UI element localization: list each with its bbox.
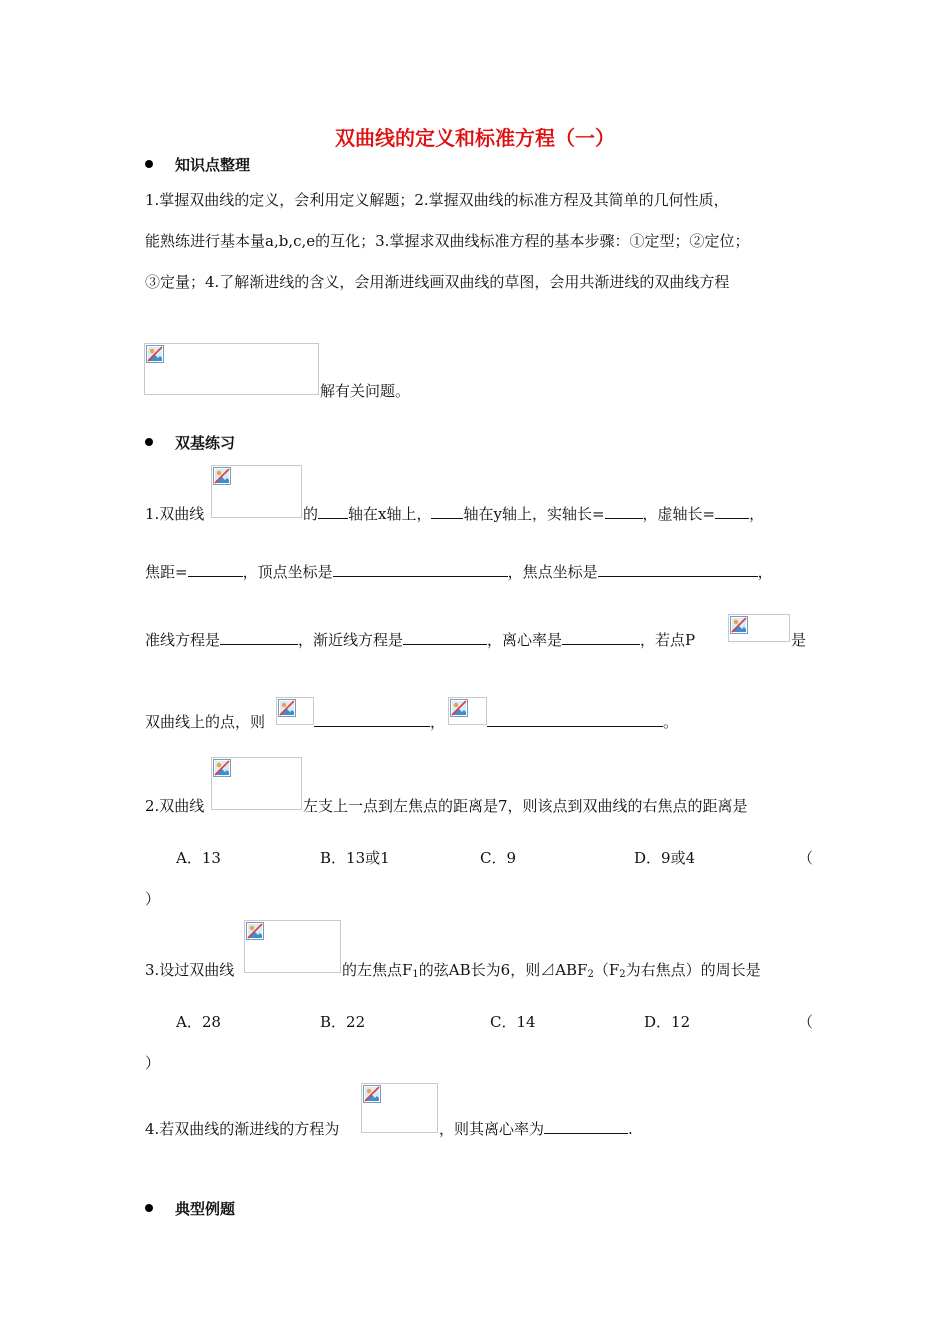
q3-option-c[interactable]: C．14 [490, 1013, 536, 1031]
q1-text: ，焦点坐标是 [507, 563, 598, 581]
q1-text: ，虚轴长= [642, 505, 716, 523]
blank[interactable] [188, 562, 243, 577]
q2-option-c[interactable]: C．9 [480, 849, 517, 867]
q2-option-a[interactable]: A．13 [176, 849, 221, 867]
q2-option-d[interactable]: D．9或4 [634, 849, 696, 867]
blank[interactable] [605, 504, 643, 519]
broken-image-icon [213, 467, 231, 485]
answer-paren-close: ） [145, 1054, 161, 1072]
blank[interactable] [487, 712, 663, 727]
q1-line2 [145, 561, 773, 582]
formula-image [276, 697, 314, 725]
blank[interactable] [220, 630, 298, 645]
subscript: 2 [587, 969, 594, 980]
subscript: 1 [412, 969, 419, 980]
q3-prefix: 3.设过双曲线 [145, 961, 235, 979]
q1-line4-end [487, 711, 678, 732]
q3-text: 的弦AB长为6，则⊿ABF [418, 961, 588, 979]
q1-text: ，若点P [640, 631, 696, 649]
bullet-icon [145, 160, 153, 168]
blank[interactable] [403, 630, 487, 645]
section-label: 双基练习 [175, 434, 236, 452]
q1-line1 [303, 503, 764, 524]
q1-line4-prefix: 双曲线上的点，则 [145, 713, 266, 731]
blank[interactable] [314, 712, 430, 727]
blank[interactable] [333, 562, 508, 577]
bullet-icon [145, 438, 153, 446]
blank[interactable] [715, 504, 749, 519]
broken-image-icon [450, 699, 468, 717]
q1-text: 轴在x轴上， [348, 505, 432, 523]
section-heading-practice [145, 432, 235, 453]
formula-image [144, 343, 319, 395]
q3-option-a[interactable]: A．28 [176, 1013, 221, 1031]
answer-paren-close: ） [145, 890, 161, 908]
q1-text: 的 [303, 505, 319, 523]
blank[interactable] [431, 504, 463, 519]
q1-text: ，离心率是 [487, 631, 563, 649]
q3-stem [342, 959, 761, 980]
q1-line4-mid [314, 711, 445, 732]
q1-text: ，渐近线方程是 [298, 631, 404, 649]
formula-image [361, 1083, 438, 1133]
subscript: 2 [619, 969, 626, 980]
q4-stem [439, 1118, 633, 1139]
q4-prefix: 4.若双曲线的渐进线的方程为 [145, 1120, 340, 1138]
q1-text: 焦距= [145, 563, 188, 581]
formula-image [211, 757, 302, 810]
section-heading-knowledge [145, 154, 250, 175]
broken-image-icon [730, 616, 748, 634]
q1-text: 准线方程是 [145, 631, 221, 649]
q3-text: （F [593, 961, 620, 979]
section-label: 知识点整理 [175, 156, 251, 174]
formula-image [728, 614, 790, 642]
q3-option-d[interactable]: D．12 [644, 1013, 691, 1031]
q3-text: 的左焦点F [342, 961, 413, 979]
blank[interactable] [544, 1119, 628, 1134]
q2-option-b[interactable]: B．13或1 [320, 849, 390, 867]
q2-stem: 左支上一点到左焦点的距离是7，则该点到双曲线的右焦点的距离是 [303, 797, 748, 815]
q1-prefix: 1.双曲线 [145, 505, 205, 523]
q2-prefix: 2.双曲线 [145, 797, 205, 815]
knowledge-line-4: 解有关问题。 [320, 382, 411, 400]
bullet-icon [145, 1204, 153, 1212]
formula-image [211, 465, 302, 518]
q1-text: ，顶点坐标是 [242, 563, 333, 581]
section-label: 典型例题 [175, 1200, 236, 1218]
formula-image [244, 920, 341, 973]
blank[interactable] [598, 562, 758, 577]
q1-text: ， [757, 563, 773, 581]
page-title: 双曲线的定义和标准方程（一） [335, 126, 615, 150]
q1-text: ， [430, 713, 446, 731]
broken-image-icon [213, 759, 231, 777]
blank[interactable] [318, 504, 348, 519]
q1-text: 轴在y轴上，实轴长= [463, 505, 605, 523]
broken-image-icon [278, 699, 296, 717]
broken-image-icon [363, 1085, 381, 1103]
q4-text: . [628, 1120, 633, 1138]
section-heading-examples [145, 1198, 235, 1219]
broken-image-icon [246, 922, 264, 940]
q3-text: 为右焦点）的周长是 [625, 961, 761, 979]
q1-text: 是 [791, 631, 807, 649]
blank[interactable] [562, 630, 640, 645]
q3-option-b[interactable]: B．22 [320, 1013, 366, 1031]
formula-image [448, 697, 487, 725]
knowledge-line-1: 1.掌握双曲线的定义，会利用定义解题；2.掌握双曲线的标准方程及其简单的几何性质， [145, 191, 729, 209]
answer-paren-open: （ [798, 1013, 814, 1031]
answer-paren-open: （ [798, 849, 814, 867]
q4-text: ，则其离心率为 [439, 1120, 545, 1138]
q1-text: ， [749, 505, 765, 523]
broken-image-icon [146, 345, 164, 363]
q1-line3 [145, 629, 695, 650]
knowledge-line-3: ③定量；4.了解渐进线的含义，会用渐进线画双曲线的草图，会用共渐进线的双曲线方程 [145, 273, 730, 291]
q1-text: 。 [663, 713, 679, 731]
knowledge-line-2: 能熟练进行基本量a,b,c,e的互化；3.掌握求双曲线标准方程的基本步骤：①定型；②定位； [145, 232, 750, 250]
